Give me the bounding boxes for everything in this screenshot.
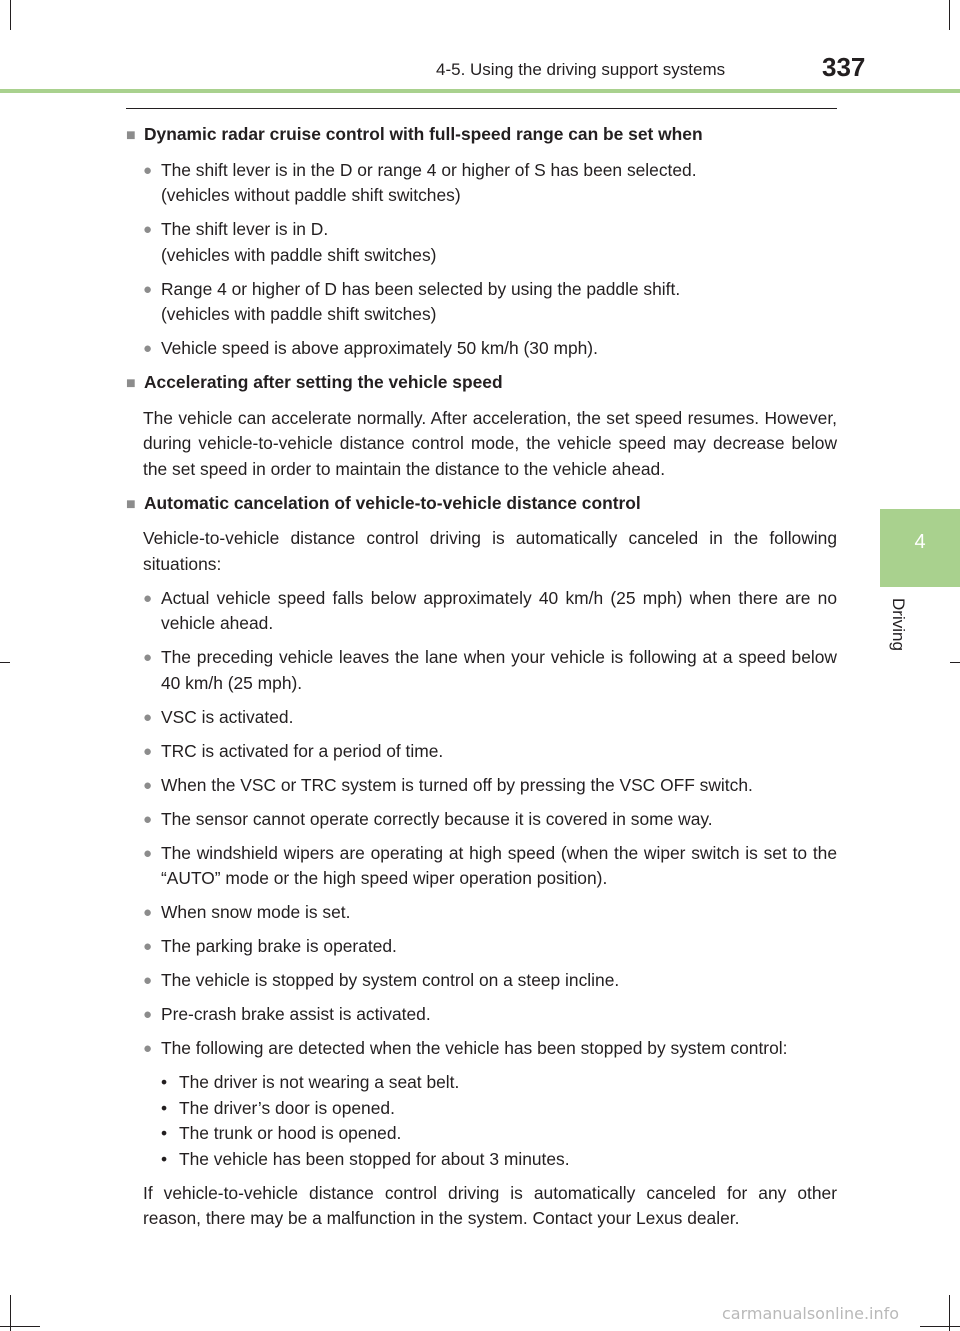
bullet-marker: ● <box>143 221 153 238</box>
bullet-marker: ● <box>143 972 153 989</box>
crop-mark <box>949 0 950 30</box>
bullet-marker: ● <box>143 280 153 298</box>
sub-bullet-marker: • <box>161 1148 168 1169</box>
list-item-text: When the VSC or TRC system is turned off by pressing the VSC OFF switch. <box>161 774 753 795</box>
list-item-text: The shift lever is in D. <box>161 219 329 239</box>
sub-bullet-marker: • <box>161 1097 168 1118</box>
bullet-marker: ● <box>143 904 153 921</box>
list-item <box>143 586 837 637</box>
list-item-text: VSC is activated. <box>161 706 294 727</box>
list-item-text: When snow mode is set. <box>161 902 351 922</box>
bullet-marker: ● <box>143 340 153 357</box>
chapter-number: 4 <box>914 531 926 553</box>
header-rule <box>0 89 960 93</box>
list-item <box>143 1036 837 1062</box>
section-heading <box>126 122 837 149</box>
page-number: 337 <box>822 52 866 82</box>
sub-bullet-marker: • <box>161 1072 168 1092</box>
bullet-marker: ● <box>143 708 153 726</box>
list-item-text: The parking brake is operated. <box>161 936 397 956</box>
list-item <box>143 158 837 209</box>
sub-list-item <box>161 1147 837 1173</box>
list-item <box>143 773 837 799</box>
sub-list-item <box>161 1096 837 1122</box>
list-item <box>143 277 837 328</box>
list-item-note: (vehicles without paddle shift switches) <box>161 185 461 205</box>
list-item-text: The windshield wipers are operating at high speed (when the wiper switch is set to the “AUTO” mode or the high speed wiper operation position). <box>161 842 837 888</box>
list-item <box>143 807 837 833</box>
list-item <box>143 900 837 926</box>
list-item-note: (vehicles with paddle shift switches) <box>161 304 437 324</box>
sub-list-item-text: The trunk or hood is opened. <box>179 1123 402 1143</box>
bullet-marker: ● <box>143 742 153 760</box>
paragraph: Vehicle-to-vehicle distance control driving is automatically canceled in the following situations: <box>143 528 837 574</box>
heading-marker: ■ <box>126 495 136 513</box>
sub-list-item-text: The driver’s door is opened. <box>179 1097 395 1118</box>
section-heading <box>126 370 837 397</box>
list-item-text: Vehicle speed is above approximately 50 km/h (30 mph). <box>161 338 598 358</box>
list-item-text: Range 4 or higher of D has been selected by using the paddle shift. <box>161 278 681 299</box>
list-item-text: The vehicle is stopped by system control on a steep incline. <box>161 970 620 990</box>
content-rule <box>126 108 837 109</box>
heading-text: Dynamic radar cruise control with full-speed range can be set when <box>144 124 703 144</box>
heading-marker: ■ <box>126 375 136 392</box>
list-item-text: The following are detected when the vehicle has been stopped by system control: <box>161 1038 788 1058</box>
bullet-marker: ● <box>143 1006 153 1023</box>
crop-mark <box>920 1326 960 1327</box>
crop-mark <box>0 662 10 663</box>
list-item-text: Actual vehicle speed falls below approximately 40 km/h (25 mph) when there are no vehicle ahead. <box>161 587 837 633</box>
bullet-marker: ● <box>143 1040 153 1057</box>
heading-marker: ■ <box>126 127 136 144</box>
chapter-tab <box>880 509 960 587</box>
chapter-label: Driving <box>889 598 908 651</box>
sub-bullet-marker: • <box>161 1123 168 1143</box>
list-item-note: (vehicles with paddle shift switches) <box>161 244 437 265</box>
bullet-marker: ● <box>143 844 153 862</box>
list-item-text: Pre-crash brake assist is activated. <box>161 1004 431 1024</box>
list-item <box>143 968 837 994</box>
sub-list-item <box>161 1070 837 1096</box>
paragraph: If vehicle-to-vehicle distance control driving is automatically canceled for any other reason, there may be a malfunction in the system. Contact your Lexus dealer. <box>143 1182 837 1228</box>
list-item <box>143 645 837 696</box>
watermark: carmanualsonline.info <box>722 1304 900 1323</box>
section-title: 4-5. Using the driving support systems <box>436 60 726 79</box>
bullet-marker: ● <box>143 649 153 666</box>
list-item <box>143 705 837 731</box>
list-item-text: TRC is activated for a period of time. <box>161 740 444 761</box>
crop-mark <box>0 1326 40 1327</box>
list-item <box>143 841 837 892</box>
heading-text: Accelerating after setting the vehicle speed <box>144 372 503 392</box>
list-item <box>143 934 837 960</box>
paragraph: The vehicle can accelerate normally. After acceleration, the set speed resumes. However, during vehicle-to-vehicle distance control mode, the vehicle speed may decrease below the set speed in order to maintain the distance to the vehicle ahead. <box>143 407 837 479</box>
sub-list-item-text: The driver is not wearing a seat belt. <box>179 1072 460 1092</box>
crop-mark <box>10 0 11 30</box>
list-item-text: The sensor cannot operate correctly because it is covered in some way. <box>161 808 713 829</box>
bullet-marker: ● <box>143 589 153 607</box>
list-item-text: The preceding vehicle leaves the lane when your vehicle is following at a speed below 40 km/h (25 mph). <box>161 647 837 693</box>
bullet-marker: ● <box>143 938 153 955</box>
heading-text: Automatic cancelation of vehicle-to-vehicle distance control <box>144 492 641 513</box>
list-item-text: The shift lever is in the D or range 4 or higher of S has been selected. <box>161 159 697 180</box>
bullet-marker: ● <box>143 776 153 794</box>
page-content <box>126 122 837 1240</box>
list-item <box>143 217 837 268</box>
list-item <box>143 1002 837 1028</box>
sub-list-item <box>161 1121 837 1147</box>
crop-mark <box>950 662 960 663</box>
sub-list-item-text: The vehicle has been stopped for about 3 minutes. <box>179 1148 570 1169</box>
bullet-marker: ● <box>143 810 153 828</box>
section-heading <box>126 491 837 518</box>
list-item <box>143 336 837 362</box>
sub-list <box>161 1070 837 1172</box>
list-item <box>143 739 837 765</box>
bullet-marker: ● <box>143 161 153 179</box>
